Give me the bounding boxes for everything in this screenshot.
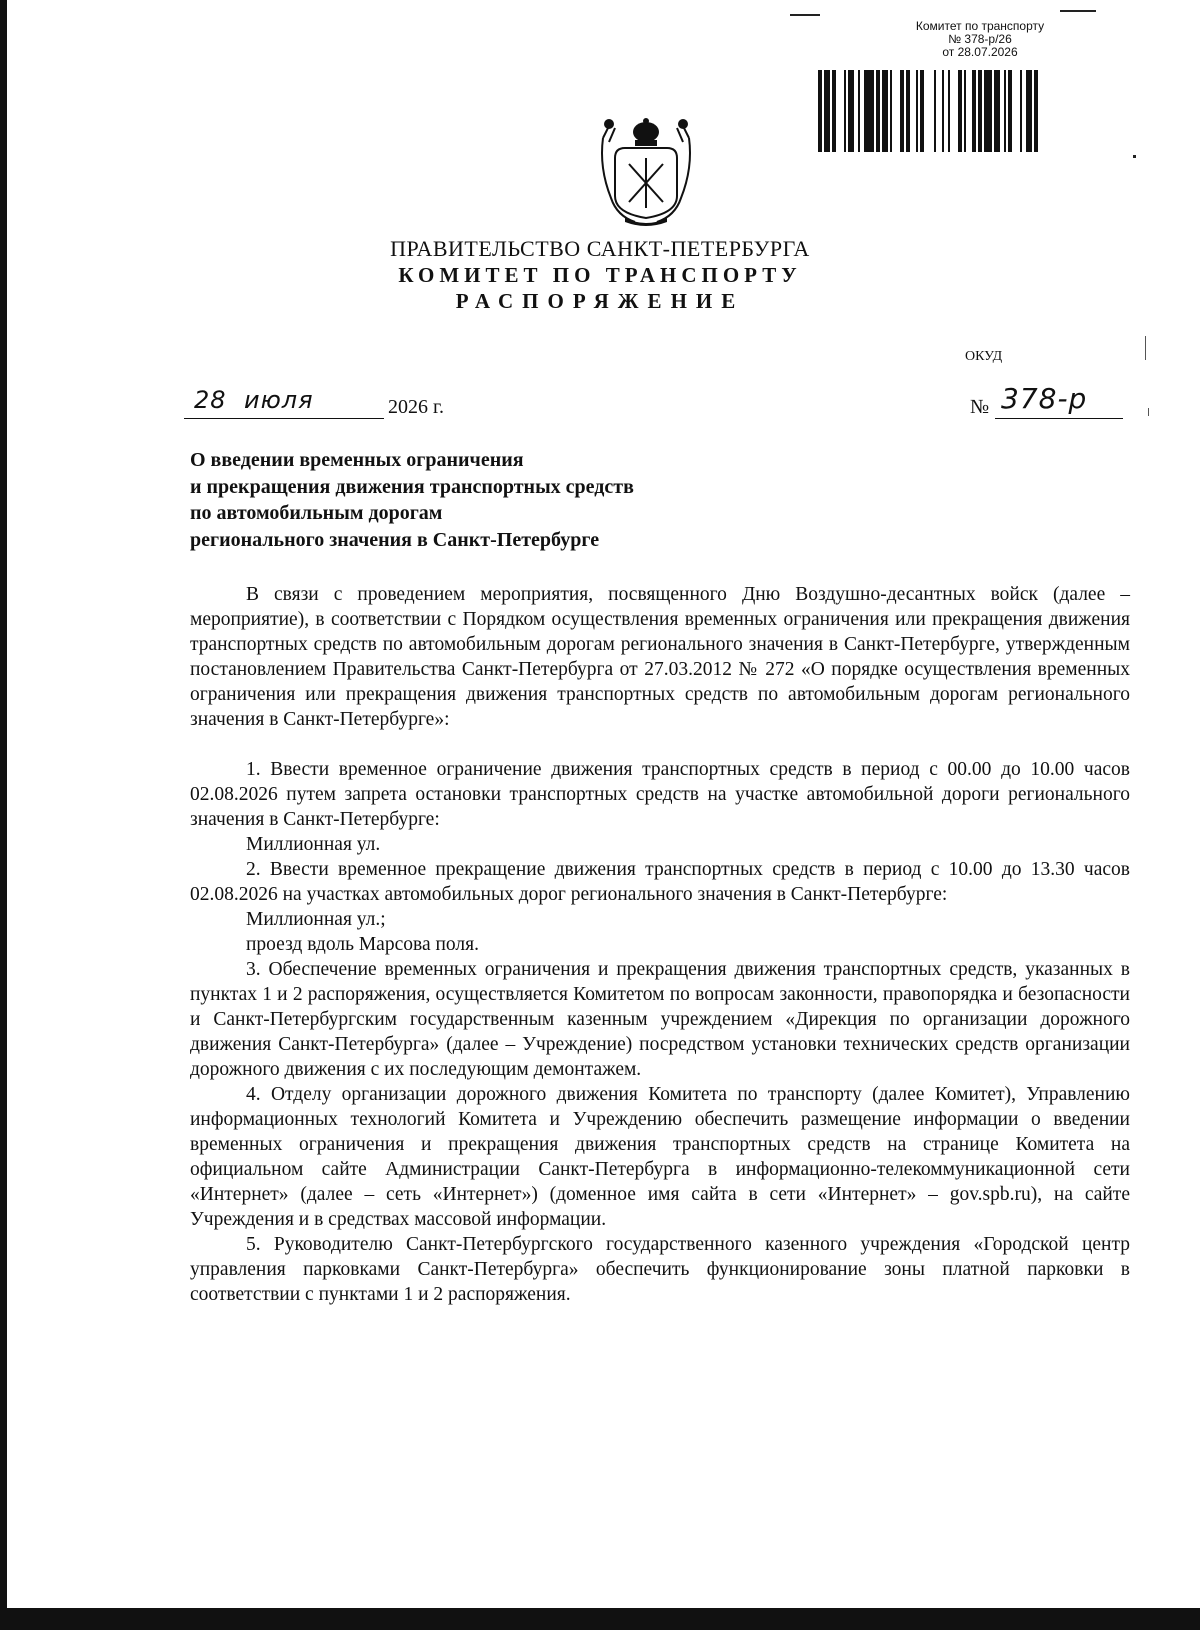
document-body [190,582,1130,1307]
subject-line: по автомобильным дорогам [190,502,443,524]
barcode-bar [1020,70,1022,152]
barcode-bar [864,70,874,152]
barcode-bar [824,70,830,152]
date-year: 2026 г. [388,396,444,418]
barcode-bar [1034,70,1038,152]
barcode-bar [832,70,836,152]
barcode-icon [818,70,1118,152]
document-date-field [184,386,384,419]
item-3-paragraph: 3. Обеспечение временных ограничения и прекращения движения транспортных средств, указанных в пунктах 1 и 2 распоряжения, осуществляется Комитетом по вопросам законности, правопорядка и безопасности и Санкт-Петербургским государственным казенным учреждением «Дирекция по организации дорожного движения Санкт-Петербурга» (далее – Учреждение) посредством установки технических средств организации дорожного движения с их последующим демонтажем. [190,959,1130,1080]
subject-line: и прекращения движения транспортных средств [190,475,634,498]
barcode-bar [994,70,1000,152]
committee-title: КОМИТЕТ ПО ТРАНСПОРТУ [398,263,802,287]
subject-line: регионального значения в Санкт-Петербурге [190,528,600,551]
barcode-bar [1008,70,1012,152]
document-type-title: РАСПОРЯЖЕНИЕ [455,289,745,313]
item-1-paragraph: 1. Ввести временное ограничение движения транспортных средств в период с 00.00 до 10.00 часов 02.08.2026 путем запрета остановки транспортных средств на участке автомобильной дороги регионального значения в Санкт-Петербурге: [190,759,1130,830]
document-number-field [995,382,1123,419]
barcode-bar [1026,70,1032,152]
document-number: 378-р [1001,382,1088,415]
scan-speck [1060,10,1096,12]
barcode-bar [916,70,918,152]
scan-edge-bottom [0,1608,1200,1630]
item-1-street: Миллионная ул. [246,834,381,855]
government-title: ПРАВИТЕЛЬСТВО САНКТ-ПЕТЕРБУРГА [390,236,810,261]
item-4-paragraph: 4. Отделу организации дорожного движения Комитета по транспорту (далее Комитет), Управлению информационных технологий Комитета и Учреждению обеспечить размещение информации о введении временных ограничения и прекращения движения транспортных средств на странице Комитета на официальном сайте Администрации Санкт-Петербурга в информационно-телекоммуникационной сети «Интернет» (далее – сеть «Интернет») (доменное имя сайта в сети «Интернет» – gov.spb.ru), на сайте Учреждения и в средствах массовой информации. [190,1084,1130,1230]
barcode-bar [984,70,992,152]
barcode-bar [900,70,904,152]
barcode-bar [882,70,888,152]
barcode-bar [920,70,924,152]
barcode-bar [1004,70,1006,152]
margin-mark [1145,336,1146,360]
barcode-bar [948,70,950,152]
barcode-bar [818,70,822,152]
date-day: 28 [194,386,227,414]
okud-label: ОКУД [965,349,1003,364]
barcode-bar [978,70,982,152]
item-2-paragraph: 2. Ввести временное прекращение движения транспортных средств в период с 10.00 до 13.30 часов 02.08.2026 на участках автомобильных дорог регионального значения в Санкт-Петербурге: [190,859,1130,905]
barcode-bar [934,70,936,152]
registration-stamp [880,20,1080,59]
item-5-paragraph: 5. Руководителю Санкт-Петербургского государственного казенного учреждения «Городской центр управления парковками Санкт-Петербурга» обеспечить функционирование зоны платной парковки в соответствии с пунктами 1 и 2 распоряжения. [190,1234,1130,1305]
registration-stamp-date: от 28.07.2026 [942,45,1018,59]
item-2-street-2: проезд вдоль Марсова поля. [246,934,479,955]
preamble-paragraph: В связи с проведением мероприятия, посвященного Дню Воздушно-десантных войск (далее – мероприятие), в соответствии с Порядком осуществления временных ограничения или прекращения движения транспортных средств по автомобильным дорогам регионального значения в Санкт-Петербурге, утвержденным постановлением Правительства Санкт-Петербурга от 27.03.2012 № 272 «О порядке осуществления временных ограничения или прекращения движения транспортных средств по автомобильным дорогам регионального значения в Санкт-Петербурге»: [190,584,1130,730]
number-sign: № [970,396,990,418]
barcode-bar [858,70,860,152]
barcode-bar [958,70,962,152]
barcode-bar [876,70,880,152]
registration-stamp-number: № 378-р/26 [948,32,1012,46]
barcode-bar [964,70,966,152]
barcode-bar [848,70,854,152]
scan-speck [1133,155,1136,158]
item-2-street-1: Миллионная ул.; [246,909,386,930]
subject-line: О введении временных ограничения [190,449,524,471]
barcode-bar [906,70,910,152]
date-month: июля [244,386,314,414]
registration-stamp-line: Комитет по транспорту [915,19,1045,33]
document-subject [190,447,634,553]
saint-petersburg-coat-of-arms-icon [595,118,697,228]
barcode-bar [844,70,846,152]
barcode-bar [942,70,944,152]
scan-speck [790,14,820,16]
margin-mark [1148,408,1149,416]
barcode-bar [890,70,892,152]
barcode-bar [972,70,976,152]
